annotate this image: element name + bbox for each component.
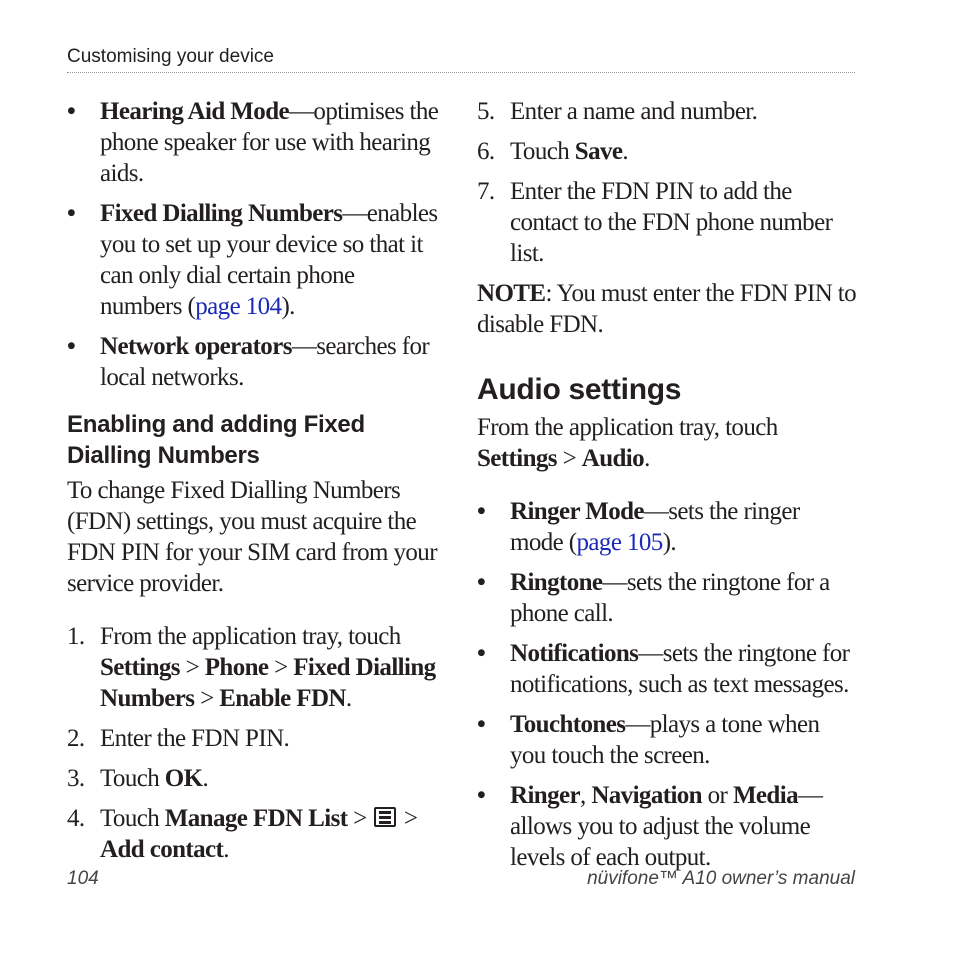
running-header: Customising your device [67, 46, 274, 67]
step-text: From the application tray, touch [100, 623, 401, 650]
bullet-touchtones [477, 709, 857, 771]
step-end: . [345, 685, 352, 712]
separator: > [194, 685, 220, 712]
step-end: . [622, 138, 629, 165]
step-number: 6. [477, 138, 495, 165]
bullet-ringtone [477, 567, 857, 629]
bullet-term: Ringtone [510, 569, 603, 596]
subheading-fdn: Enabling and adding Fixed Dialling Numbers [67, 411, 365, 469]
bullet-icon: • [477, 782, 486, 809]
step-text: Enter the FDN PIN. [100, 725, 290, 752]
note-text: : You must enter the FDN PIN to disable FDN. [477, 280, 857, 338]
step-text: Enter a name and number. [510, 98, 758, 125]
ui-label-manage-fdn-list: Manage FDN List [164, 805, 348, 832]
bullet-term: Ringer Mode [510, 498, 644, 525]
step-number: 7. [477, 178, 495, 205]
bullet-term: Hearing Aid Mode [100, 98, 290, 125]
bullet-network-operators [67, 331, 442, 393]
note [477, 278, 857, 340]
bullet-desc: —enables you to set up your device so that it can only dial certain phone numbers ( [100, 200, 438, 320]
bullet-term: Navigation [591, 782, 702, 809]
header-divider [67, 72, 855, 73]
separator: > [347, 805, 373, 832]
bullet-term: Notifications [510, 640, 639, 667]
step-6 [477, 136, 857, 167]
bullet-desc: —searches for local networks. [100, 333, 430, 391]
bullet-desc: —plays a tone when you touch the screen. [510, 711, 820, 769]
audio-intro [477, 412, 857, 474]
bullet-icon: • [67, 98, 76, 125]
step-text: Touch [510, 138, 575, 165]
step-4 [67, 803, 442, 865]
bullet-term: Network operators [100, 333, 292, 360]
bullet-term: Media [732, 782, 798, 809]
fdn-intro: To change Fixed Dialling Numbers (FDN) settings, you must acquire the FDN PIN for your SIM card from your service provider. [67, 477, 437, 597]
bullet-tail: ). [281, 293, 295, 320]
step-number: 1. [67, 623, 85, 650]
step-number: 4. [67, 805, 85, 832]
bullet-icon: • [477, 711, 486, 738]
step-end: . [202, 765, 209, 792]
bullet-hearing-aid-mode [67, 96, 442, 189]
bullet-desc: —sets the ringtone for notifications, such as text messages. [510, 640, 850, 698]
page-link[interactable]: page 104 [195, 293, 282, 320]
left-column [67, 96, 442, 874]
manual-title: nüvifone™ A10 owner’s manual [587, 868, 855, 889]
bullet-ringer-mode [477, 496, 857, 558]
note-label: NOTE [477, 280, 546, 307]
bullet-term: Fixed Dialling Numbers [100, 200, 343, 227]
bullet-tail: ). [662, 529, 677, 556]
bullet-volume-levels [477, 780, 857, 873]
separator: or [702, 782, 733, 809]
step-end: . [223, 836, 229, 863]
page-link[interactable]: page 105 [576, 529, 663, 556]
bullet-icon: • [67, 200, 76, 227]
page-number: 104 [67, 868, 99, 889]
step-number: 5. [477, 98, 495, 125]
step-number: 3. [67, 765, 85, 792]
step-text: Touch [100, 765, 165, 792]
ui-label-fixed-dialling-numbers: Fixed Dialling Numbers [100, 654, 436, 712]
menu-icon [374, 807, 396, 827]
ui-label-settings: Settings [477, 445, 557, 472]
step-2 [67, 723, 442, 754]
ui-label-save: Save [574, 138, 623, 165]
intro-text: From the application tray, touch [477, 414, 778, 441]
bullet-desc: —allows you to adjust the volume levels of each output. [510, 782, 823, 871]
bullet-icon: • [477, 498, 486, 525]
intro-end: . [644, 445, 650, 472]
separator: , [580, 782, 592, 809]
separator: > [556, 445, 582, 472]
ui-label-ok: OK [164, 765, 203, 792]
step-1 [67, 621, 442, 714]
bullet-desc: —optimises the phone speaker for use with hearing aids. [100, 98, 439, 187]
ui-label-enable-fdn: Enable FDN [219, 685, 346, 712]
bullet-icon: • [477, 640, 486, 667]
bullet-desc: —sets the ringtone for a phone call. [510, 569, 830, 627]
bullet-desc: —sets the ringer mode ( [510, 498, 800, 556]
step-number: 2. [67, 725, 85, 752]
bullet-icon: • [477, 569, 486, 596]
ui-label-settings: Settings [100, 654, 180, 681]
separator: > [268, 654, 294, 681]
bullet-icon: • [67, 333, 76, 360]
ui-label-audio: Audio [581, 445, 645, 472]
step-text: Touch [100, 805, 165, 832]
bullet-term: Ringer [510, 782, 580, 809]
step-3 [67, 763, 442, 794]
bullet-term: Touchtones [510, 711, 626, 738]
step-5 [477, 96, 857, 127]
separator: > [179, 654, 205, 681]
section-heading-audio-settings: Audio settings [477, 373, 682, 406]
ui-label-phone: Phone [204, 654, 269, 681]
bullet-fixed-dialling-numbers [67, 198, 442, 322]
right-column [477, 96, 857, 882]
step-text: Enter the FDN PIN to add the contact to the FDN phone number list. [510, 178, 833, 267]
bullet-notifications [477, 638, 857, 700]
ui-label-add-contact: Add contact [100, 836, 224, 863]
separator: > [398, 805, 418, 832]
step-7 [477, 176, 857, 269]
